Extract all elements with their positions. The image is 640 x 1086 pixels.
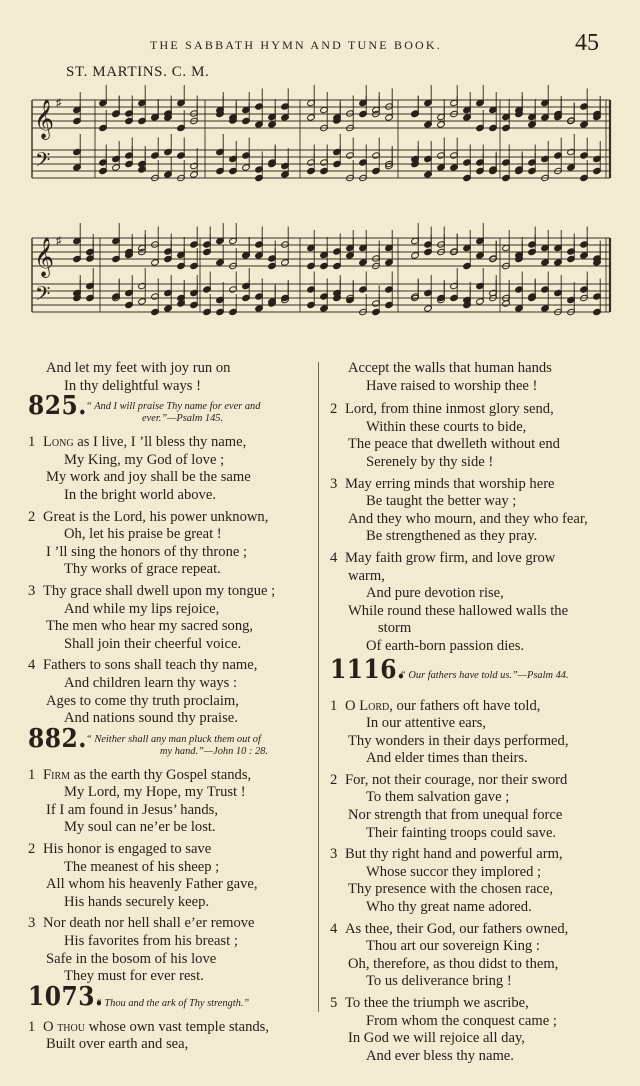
intro-line: And let my feet with joy run on [46, 360, 231, 376]
verse-number: 3 [28, 915, 36, 932]
verse-line: And nations sound thy praise. [64, 710, 238, 727]
verse-line: To thee the triumph we ascribe, [345, 995, 529, 1011]
verse-line: as I live, I ’ll bless thy name, [73, 434, 247, 451]
verse-line: To them salvation gave ; [366, 789, 510, 806]
verse-number: 2 [28, 508, 36, 525]
verse-number: 3 [28, 582, 36, 599]
bass-clef: 𝄢 [35, 282, 51, 310]
verse-line: Built over earth and sea, [46, 1036, 189, 1053]
hymn-825-heading [28, 391, 318, 434]
verse-line: Nor strength that from unequal force [348, 807, 563, 824]
verse-number: 2 [330, 401, 338, 418]
verse-line: Whose succor they implored ; [366, 863, 542, 880]
verse-number: 2 [330, 771, 338, 788]
verse-line: If I am found in Jesus’ hands, [46, 801, 218, 818]
verse-line: The men who hear my sacred song, [46, 618, 254, 635]
verse-line: storm [378, 620, 412, 637]
verse-line: As thee, their God, our fathers owned, [345, 920, 569, 937]
verse-number: 3 [330, 846, 338, 863]
sharp-sign: ♯ [56, 235, 62, 247]
verse-number: 4 [330, 549, 338, 566]
verse-line: In the bright world above. [64, 486, 216, 503]
verse-line: Great is the Lord, his power unknown, [43, 508, 269, 525]
verse-number: 3 [330, 475, 338, 492]
verse-line: Thy presence with the chosen race, [348, 881, 554, 898]
stanza [330, 921, 622, 991]
verse-line: whose own vast temple stands, [84, 1018, 269, 1035]
verse-line: as the earth thy Gospel stands, [70, 766, 252, 783]
verse-line: Of earth-born passion dies. [366, 637, 525, 654]
hymn-number: 1116. [330, 654, 406, 685]
verse-line: His favorites from his breast ; [64, 933, 238, 950]
verse-line: Ages to come thy truth proclaim, [46, 692, 239, 709]
verse-number: 5 [330, 995, 338, 1011]
verse-line: Lord, from thine inmost glory send, [345, 401, 554, 418]
verse-line: our fathers oft have told, [392, 697, 541, 714]
verse-line: Nor death nor hell shall e’er remove [43, 915, 255, 932]
verse-line: My work and joy shall be the same [46, 469, 251, 486]
verse-line: Fathers to sons shall teach thy name, [43, 657, 258, 674]
stanza [28, 841, 318, 911]
verse-line: But thy right hand and powerful arm, [345, 846, 563, 863]
verse-line: Oh, therefore, as thou didst to them, [348, 955, 559, 972]
running-head: THE SABBATH HYMN AND TUNE BOOK. [150, 38, 442, 52]
hymn-number: 825. [28, 391, 87, 422]
verse-line: Serenely by thy side ! [366, 453, 494, 470]
hymn-number: 1073. [28, 981, 104, 1012]
verse-line: My Lord, my Hope, my Trust ! [64, 784, 246, 801]
stanza [330, 698, 622, 768]
verse-line: The meanest of his sheep ; [64, 858, 220, 875]
first-word: Firm [43, 766, 71, 783]
stanza [28, 1019, 318, 1054]
stanza [28, 915, 318, 985]
hymn-epigraph: my hand.”—John 10 : 28. [160, 745, 268, 757]
verse-line: All whom his heavenly Father gave, [46, 876, 258, 893]
verse-line: In God we will rejoice all day, [348, 1030, 525, 1047]
intro-line: Have raised to worship thee ! [366, 377, 538, 394]
verse-number: 1 [28, 434, 36, 451]
verse-line: Thou art our sovereign King : [366, 938, 540, 955]
verse-line: They must for ever rest. [64, 968, 204, 985]
hymn-epigraph: “ Thou and the ark of Thy strength.” [96, 997, 250, 1009]
verse-number: 4 [330, 920, 338, 937]
verse-number: 1 [28, 1018, 36, 1035]
music-score [0, 0, 640, 340]
hymn-number: 882. [28, 723, 87, 754]
verse-line: Oh, let his praise be great ! [64, 526, 222, 543]
stanza [330, 995, 622, 1065]
verse-line: And while my lips rejoice, [64, 600, 220, 617]
stanza [330, 550, 622, 656]
verse-line: warm, [348, 567, 385, 584]
verse-number: 1 [330, 697, 338, 714]
verse-number: 2 [28, 841, 36, 858]
verse-line: His hands securely keep. [64, 893, 210, 910]
column-divider [318, 362, 319, 1012]
verse-line: Safe in the bosom of his love [46, 950, 217, 967]
first-word: O thou [43, 1018, 85, 1035]
verse-line: The peace that dwelleth without end [348, 436, 560, 453]
first-word: Long [43, 434, 74, 451]
treble-clef: 𝄞 [34, 237, 55, 277]
stanza [28, 434, 318, 504]
hymn-epigraph: “ Our fathers have told us.”—Psalm 44. [400, 669, 569, 681]
verse-line: Be taught the better way ; [366, 493, 517, 510]
verse-line: My King, my God of love ; [64, 451, 225, 468]
verse-line: And children learn thy ways : [64, 674, 238, 691]
verse-line: My soul can ne’er be lost. [64, 819, 216, 836]
sharp-sign: ♯ [56, 97, 62, 109]
page-number: 45 [575, 30, 599, 56]
verse-line: Within these courts to bide, [366, 418, 527, 435]
hymn-epigraph: “ And I will praise Thy name for ever and [86, 401, 261, 413]
hymn-epigraph: “ Neither shall any man pluck them out of [86, 733, 261, 745]
stanza [28, 583, 318, 653]
intro-line: Accept the walls that human hands [348, 360, 552, 376]
hymn-epigraph: ever.”—Psalm 145. [142, 413, 224, 425]
verse-line: Thy wonders in their days performed, [348, 732, 569, 749]
stanza [28, 509, 318, 579]
verse-line: Thy works of grace repeat. [64, 561, 221, 578]
verse-line: From whom the conquest came ; [366, 1012, 557, 1029]
right-column [330, 360, 622, 1065]
stanza [330, 772, 622, 842]
tune-title: ST. MARTINS. C. M. [66, 64, 210, 80]
stanza [28, 767, 318, 837]
verse-line: Be strengthened as they pray. [366, 528, 538, 545]
bass-clef: 𝄢 [35, 148, 51, 176]
left-column [28, 360, 318, 1054]
verse-line: In our attentive ears, [366, 715, 486, 732]
treble-clef: 𝄞 [34, 99, 55, 139]
hymn-1116-heading [330, 654, 622, 698]
verse-line: While round these hallowed walls the [348, 602, 569, 619]
hymn-882-heading [28, 723, 318, 767]
verse-number: 1 [28, 766, 36, 783]
verse-line: I ’ll sing the honors of thy throne ; [46, 543, 248, 560]
verse-line: May faith grow firm, and love grow [345, 549, 556, 566]
first-word: O Lord, [345, 697, 393, 714]
stanza [330, 476, 622, 546]
verse-number: 4 [28, 657, 36, 674]
hymn-1073-heading [28, 981, 318, 1019]
verse-line: Who thy great name adored. [366, 899, 532, 916]
verse-line: His honor is engaged to save [43, 841, 212, 858]
stanza [330, 401, 622, 471]
intro-line: In thy delightful ways ! [64, 377, 201, 394]
verse-line: For, not their courage, nor their sword [345, 771, 568, 788]
verse-line: And elder times than theirs. [366, 750, 528, 767]
verse-line: And ever bless thy name. [366, 1047, 514, 1064]
stanza [330, 846, 622, 916]
verse-line: And they who mourn, and they who fear, [348, 510, 588, 527]
verse-line: Shall join their cheerful voice. [64, 635, 242, 652]
verse-line: And pure devotion rise, [366, 585, 504, 602]
stanza [28, 657, 318, 727]
verse-line: Their fainting troops could save. [366, 824, 557, 841]
verse-line: To us deliverance bring ! [366, 973, 512, 990]
verse-line: Thy grace shall dwell upon my tongue ; [43, 582, 276, 599]
verse-line: May erring minds that worship here [345, 475, 555, 492]
